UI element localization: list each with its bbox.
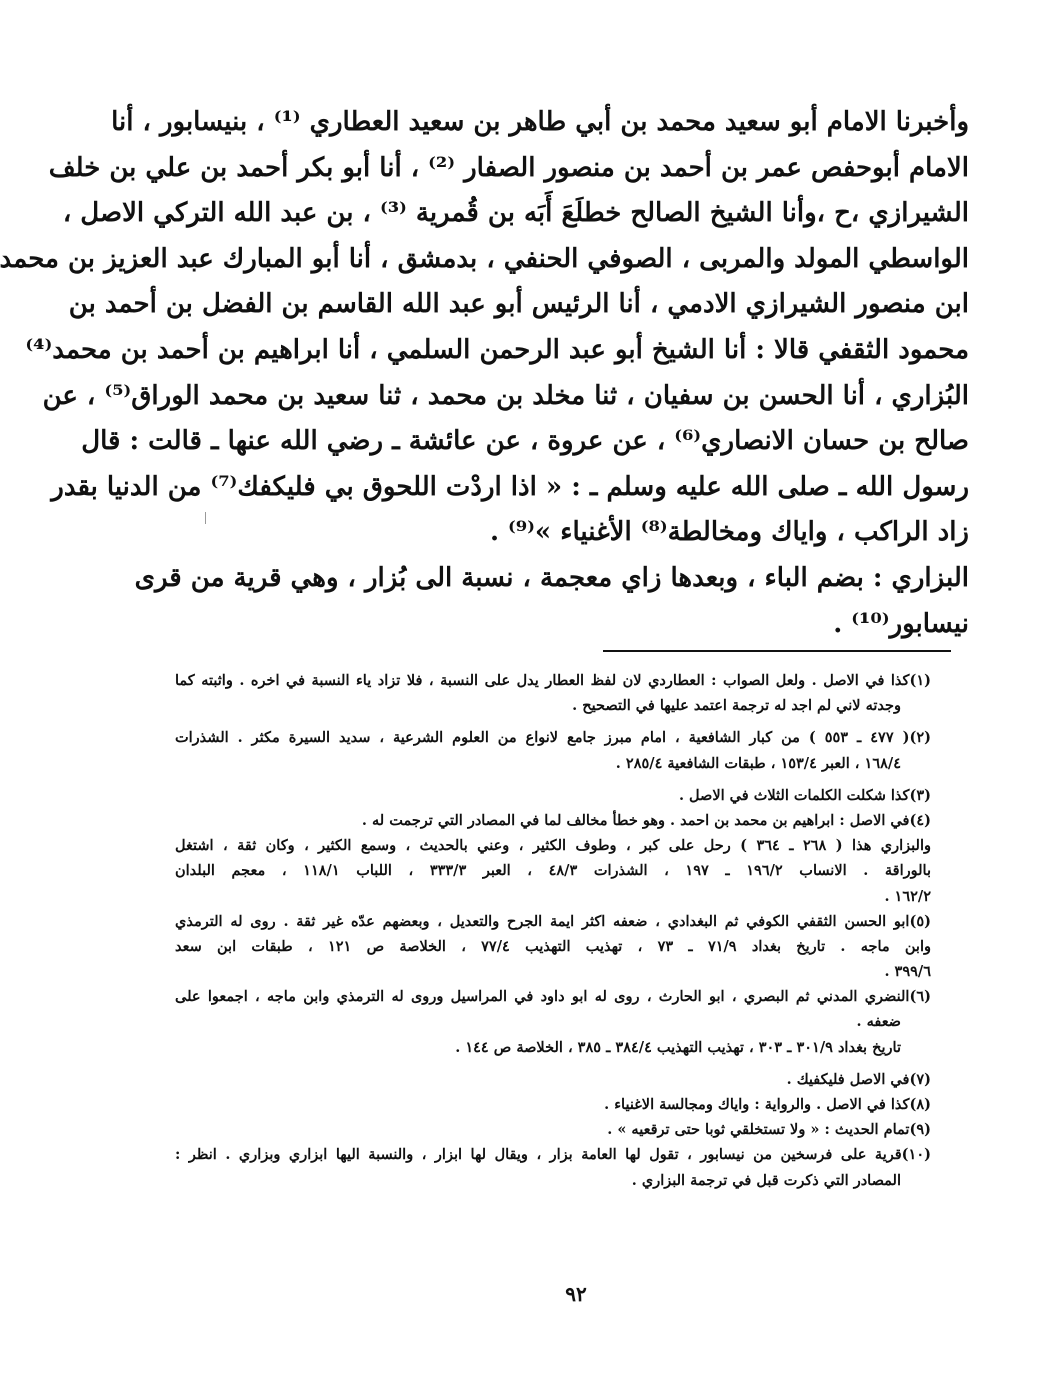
main-text-line: الامام أبوحفص عمر بن أحمد بن منصور الصفار ⁽²⁾ ، أنا أبو بكر أحمد بن علي بن خلف [48, 152, 969, 183]
footnote-5 [175, 909, 931, 985]
main-text-line: محمود الثقفي قالا : أنا الشيخ أبو عبد الرحمن السلمي ، أنا ابراهيم بن أحمد بن محمد⁽⁴⁾ [25, 334, 969, 365]
page-number: ٩٢ [565, 1282, 587, 1306]
footnote-text: ٣٩٩/٦ . [884, 963, 931, 981]
footnote-text: ١٦٢/٢ . [884, 887, 931, 905]
footnote-text: بالوراقة . الانساب ١٩٦/٢ ـ ١٩٧ ، الشذرات ٤٨/٣ ، العبر ٣٣٣/٣ ، اللباب ١١٨/١ ، معجم البلدان [175, 862, 931, 880]
footnote-marker: (٧) [909, 1070, 931, 1088]
footnote-text: كذا شكلت الكلمات الثلاث في الاصل . [678, 786, 910, 804]
footnote-text: في الاصل فليكفيك . [786, 1070, 910, 1088]
footnote-text: والبزاري هذا ( ٢٦٨ ـ ٣٦٤ ) رحل على كبر ، وطوف الكثير ، وعني بالحديث ، وسمع الكثير ، وكان ثقة ، اشتغل [175, 837, 931, 855]
footnote-marker: (٦) [909, 988, 931, 1006]
footnote-text: كذا في الاصل . والرواية : واياك ومجالسة الاغنياء . [604, 1096, 910, 1113]
footnote-marker: (٥) [909, 912, 931, 930]
footnote-marker: (٨) [909, 1096, 931, 1113]
main-text-line: نيسابور⁽¹⁰⁾ . [833, 608, 969, 639]
footnotes-block [175, 668, 931, 1193]
footnote-text: المصادر التي ذكرت قبل في ترجمة البزاري . [631, 1171, 901, 1189]
main-text-line: الواسطي المولد والمربى ، الصوفي الحنفي ، بدمشق ، أنا أبو المبارك عبد العزيز بن محمد [0, 243, 969, 274]
footnote-text: ضعفه . [856, 1013, 901, 1031]
footnote-text: ابو الحسن الثقفي الكوفي ثم البغدادي ، ضعفه اكثر ايمة الجرح والتعديل ، وبعضهم عدّه غير ثقة . روى له الترمذي [175, 912, 910, 930]
footnote-text: النضري المدني ثم البصري ، ابو الحارث ، روى له ابو داود في المراسيل وروى له الترمذي وابن ماجه ، اجمعوا على [175, 988, 910, 1006]
footnote-9 [175, 1117, 931, 1142]
main-text-line: رسول الله ـ صلى الله عليه وسلم ـ : « اذا اردْت اللحوق بي فليكفك⁽⁷⁾ من الدنيا بقدر [51, 471, 969, 502]
main-text-block [0, 100, 969, 647]
footnote-text: في الاصل : ابراهيم بن محمد بن احمد . وهو خطأ مخالف لما في المصادر التي ترجمت له . [361, 811, 910, 829]
footnote-text: تمام الحديث : « ولا تستخلقي ثوبا حتى ترقعيه » . [607, 1121, 910, 1139]
main-text-line: البزاري : بضم الباء ، وبعدها زاي معجمة ، نسبة الى بُزار ، وهي قرية من قرى [134, 562, 969, 593]
footnote-1 [175, 668, 931, 718]
footnote-8 [175, 1092, 931, 1117]
footnote-marker: (٢) [909, 729, 931, 747]
footnote-10 [175, 1142, 931, 1192]
footnote-6 [175, 984, 931, 1060]
footnote-7 [175, 1067, 931, 1092]
main-text-line: الشيرازي ،ح ،وأنا الشيخ الصالح خطلَعَ أَبَه بن قُمرية ⁽³⁾ ، بن عبد الله التركي الاصل ، [62, 198, 969, 229]
footnote-marker: (١٠) [901, 1146, 931, 1164]
footnote-text: تاريخ بغداد ٣٠١/٩ ـ ٣٠٣ ، تهذيب التهذيب ٣٨٤/٤ ـ ٣٨٥ ، الخلاصة ص ١٤٤ . [455, 1038, 901, 1056]
footnote-marker: (٣) [909, 786, 931, 804]
footnote-divider [603, 650, 951, 652]
footnote-text: وجدته لاني لم اجد له ترجمة اعتمد عليها في التصحيح . [572, 697, 901, 715]
main-text-line: ابن منصور الشيرازي الادمي ، أنا الرئيس أبو عبد الله القاسم بن الفضل بن أحمد بن [68, 289, 969, 320]
main-text-line: زاد الراكب ، واياك ومخالطة⁽⁸⁾ الأغنياء »⁽⁹⁾ . [489, 517, 969, 548]
footnote-4 [175, 808, 931, 909]
footnote-3 [175, 783, 931, 808]
footnote-text: ١٦٨/٤ ، العبر ١٥٣/٤ ، طبقات الشافعية ٢٨٥/٤ . [615, 754, 901, 772]
margin-mark [205, 512, 206, 524]
footnote-2 [175, 725, 931, 775]
footnote-marker: (٩) [909, 1121, 931, 1139]
footnote-text: ( ٤٧٧ ـ ٥٥٣ ) من كبار الشافعية ، امام مبرز جامع لانواع من العلوم الشرعية ، سديد السيرة مكثر . الشذرات [175, 729, 910, 747]
main-text-line: صالح بن حسان الانصاري⁽⁶⁾ ، عن عروة ، عن عائشة ـ رضي الله عنها ـ قالت : قال [81, 426, 969, 457]
main-text-line: البُزاري ، أنا الحسن بن سفيان ، ثنا مخلد بن محمد ، ثنا سعيد بن محمد الوراق⁽⁵⁾ ، عن [42, 380, 969, 411]
footnote-marker: (٤) [909, 811, 931, 829]
footnote-marker: (١) [909, 672, 931, 689]
footnote-text: وابن ماجه . تاريخ بغداد ٧١/٩ ـ ٧٣ ، تهذيب التهذيب ٧٧/٤ ، الخلاصة ص ١٢١ ، طبقات ابن سعد [175, 937, 931, 955]
footnote-text: كذا في الاصل . ولعل الصواب : العطاردي لان لفظ العطار يدل على النسبة ، فلا تزاد ياء النسبة في اخره . واثبته كما [175, 672, 910, 689]
main-text-line: وأخبرنا الامام أبو سعيد محمد بن أبي طاهر بن سعيد العطاري ⁽¹⁾ ، بنيسابور ، أنا [111, 107, 969, 137]
footnote-text: قرية على فرسخين من نيسابور ، تقول لها العامة بزار ، ويقال لها ابزار ، والنسبة اليها ابزاري وبزاري . انظر : [175, 1146, 902, 1164]
